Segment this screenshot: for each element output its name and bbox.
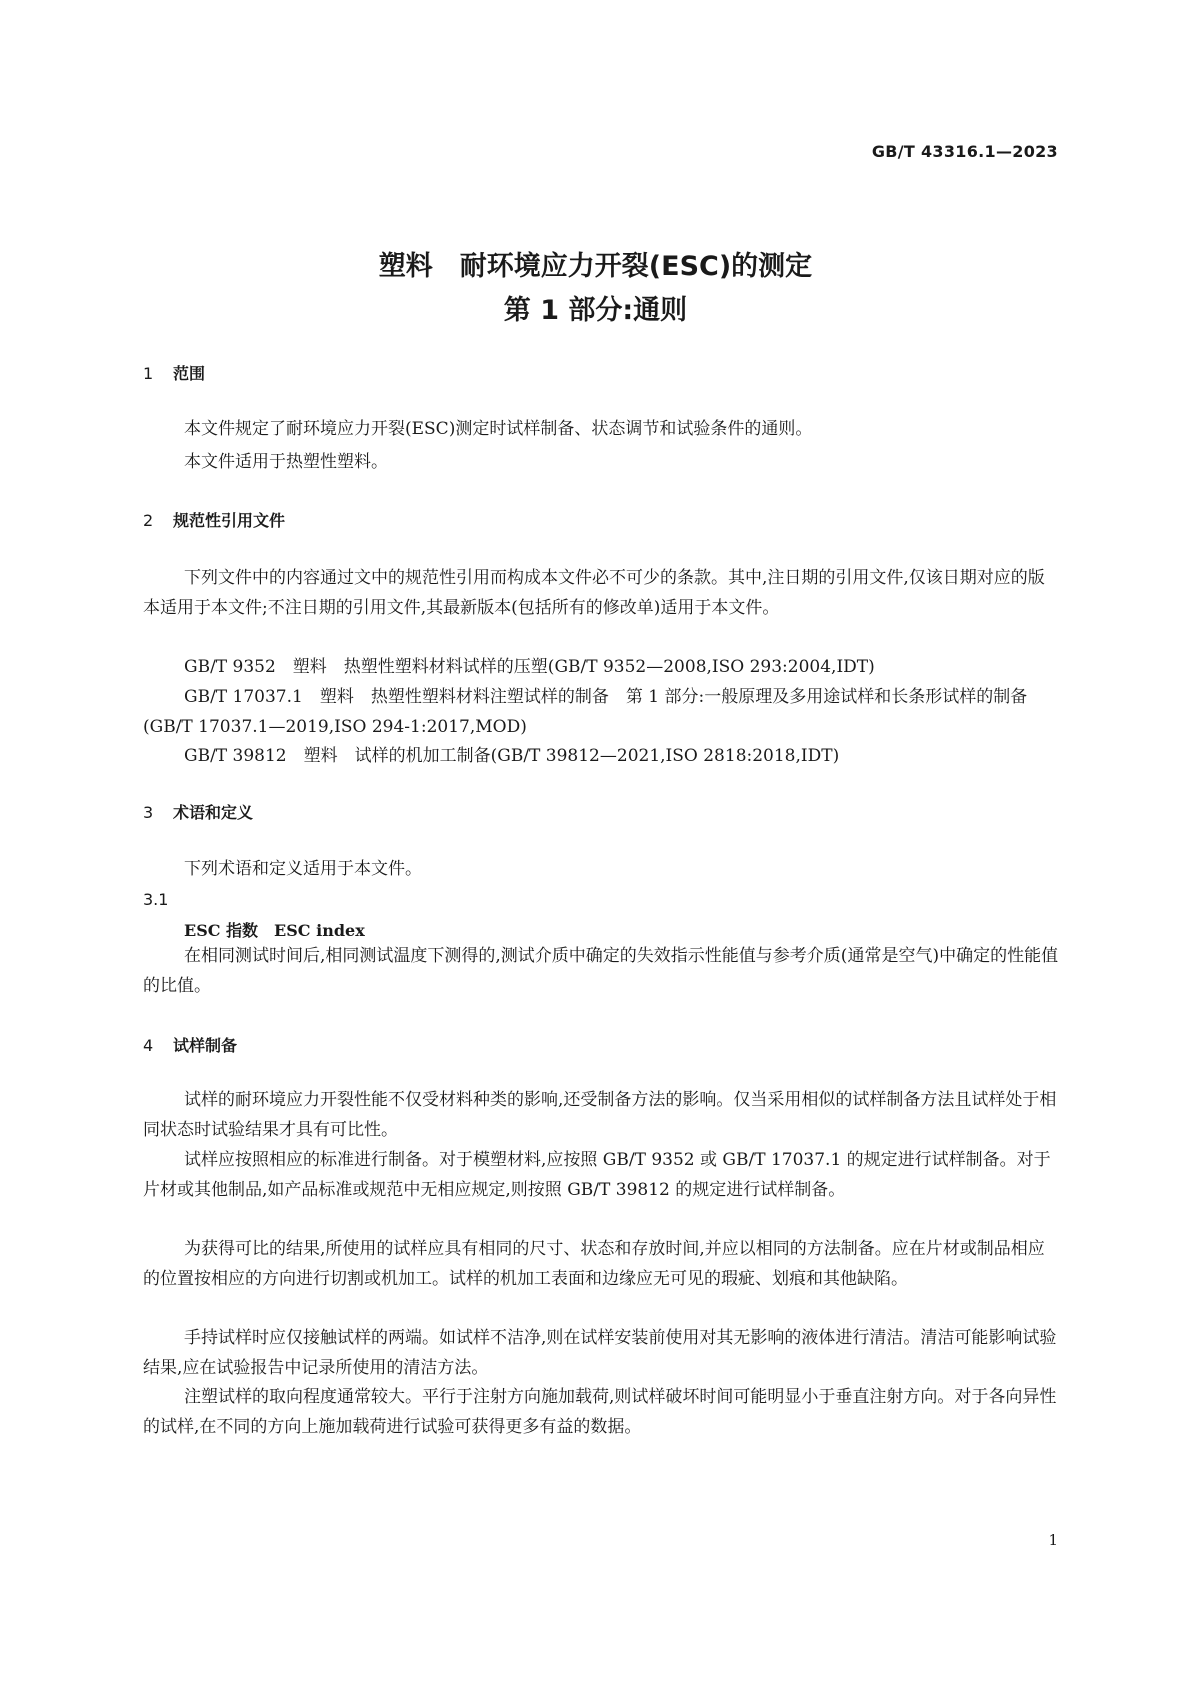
paragraph: 本文件适用于热塑性塑料。 (184, 452, 388, 472)
paragraph: 下列术语和定义适用于本文件。 (184, 859, 422, 879)
paragraph: 本文件规定了耐环境应力开裂(ESC)测定时试样制备、状态调节和试验条件的通则。 (184, 419, 813, 439)
paragraph: 注塑试样的取向程度通常较大。平行于注射方向施加载荷,则试样破坏时间可能明显小于垂直注射方向。对于各向异性的试样,在不同的方向上施加载荷进行试验可获得更多有益的数据。 (143, 1387, 1057, 1437)
standard-code: GB/T 43316.1—2023 (871, 142, 1058, 161)
paragraph: 为获得可比的结果,所使用的试样应具有相同的尺寸、状态和存放时间,并应以相同的方法制备。应在片材或制品相应的位置按相应的方向进行切割或机加工。试样的机加工表面和边缘应无可见的瑕疵、划痕和其他缺陷。 (143, 1239, 1045, 1289)
section-2-heading (143, 508, 285, 531)
document-subtitle: 第 1 部分:通则 (503, 295, 688, 326)
section-number: 4 (143, 1036, 154, 1055)
section-1-heading (143, 361, 205, 384)
section-title: 术语和定义 (173, 803, 254, 822)
reference-item: GB/T 39812 塑料 试样的机加工制备(GB/T 39812—2021,ISO 2818:2018,IDT) (184, 746, 840, 766)
paragraph: 试样应按照相应的标准进行制备。对于模塑材料,应按照 GB/T 9352 或 GB/T 17037.1 的规定进行试样制备。对于片材或其他制品,如产品标准或规范中无相应规定,则按照 GB/T 39812 的规定进行试样制备。 (143, 1150, 1051, 1200)
term-title: ESC 指数 ESC index (184, 921, 365, 940)
paragraph: 下列文件中的内容通过文中的规范性引用而构成本文件必不可少的条款。其中,注日期的引用文件,仅该日期对应的版本适用于本文件;不注日期的引用文件,其最新版本(包括所有的修改单)适用于本文件。 (143, 568, 1045, 618)
section-3-heading (143, 800, 253, 823)
section-number: 3 (143, 803, 154, 822)
section-title: 试样制备 (173, 1036, 238, 1055)
clause-number: 3.1 (143, 890, 169, 909)
section-4-heading (143, 1033, 237, 1056)
section-title: 范围 (173, 364, 206, 383)
reference-item: GB/T 17037.1 塑料 热塑性塑料材料注塑试样的制备 第 1 部分:一般原理及多用途试样和长条形试样的制备(GB/T 17037.1—2019,ISO 294-1:2017,MOD) (143, 687, 1028, 737)
section-number: 1 (143, 364, 154, 383)
term-definition: 在相同测试时间后,相同测试温度下测得的,测试介质中确定的失效指示性能值与参考介质(通常是空气)中确定的性能值的比值。 (143, 946, 1059, 996)
section-number: 2 (143, 511, 154, 530)
paragraph: 手持试样时应仅接触试样的两端。如试样不洁净,则在试样安装前使用对其无影响的液体进行清洁。清洁可能影响试验结果,应在试验报告中记录所使用的清洁方法。 (143, 1328, 1057, 1378)
document-title: 塑料 耐环境应力开裂(ESC)的测定 (378, 251, 813, 282)
paragraph: 试样的耐环境应力开裂性能不仅受材料种类的影响,还受制备方法的影响。仅当采用相似的试样制备方法且试样处于相同状态时试验结果才具有可比性。 (143, 1090, 1057, 1140)
section-title: 规范性引用文件 (173, 511, 286, 530)
reference-item: GB/T 9352 塑料 热塑性塑料材料试样的压塑(GB/T 9352—2008,ISO 293:2004,IDT) (184, 657, 875, 677)
page-number: 1 (1048, 1531, 1058, 1549)
